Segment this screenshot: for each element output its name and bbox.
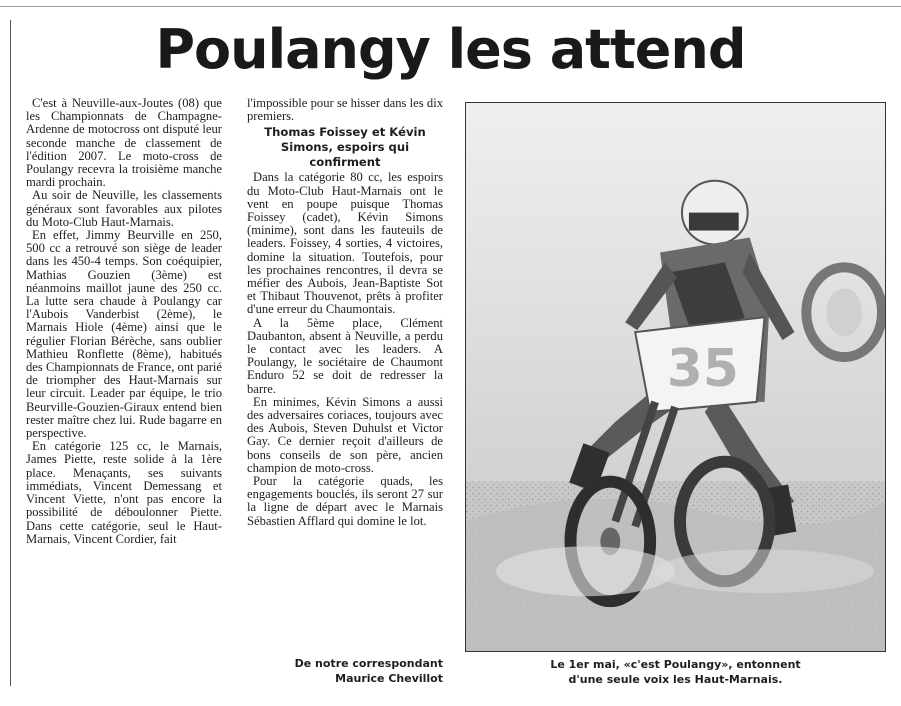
- paragraph: En minimes, Kévin Simons a aussi des adversaires coriaces, toujours avec des Aubois, Steven Duhulst et Victor Gay. Ce dernier reçoit d'ailleurs de bons conseils de son père, ancien champion de moto-cross.: [247, 394, 443, 475]
- paragraph: l'impossible pour se hisser dans les dix premiers.: [247, 97, 443, 124]
- top-rule: [0, 6, 901, 7]
- paragraph: Dans la catégorie 80 cc, les espoirs du Moto-Club Haut-Marnais ont le vent en poupe puisque Thomas Foissey (cadet), Kévin Simons (minime), sont dans les fauteuils de leaders. Foissey, 4 sorties, 4 victoires, domine la situation. Toutefois, pour les prochaines rencontres, il devra se méfier des Aubois, Jean-Baptiste Sot et Thibaut Thouvenot, prêts à profiter d'une erreur du Chaumontais.: [247, 170, 443, 317]
- article-column-1: [26, 97, 222, 687]
- paragraph: En catégorie 125 cc, le Marnais, James Piette, reste solide à la 1ère place. Menaçants, ses suivants immédiats, Vincent Demessang et Vincent Viette, n'ont pas encore la possibilité de déboulonner Piette. Dans cette catégorie, seul le Haut-Marnais, Vincent Cordier, fait: [26, 439, 222, 546]
- paragraph: A la 5ème place, Clément Daubanton, absent à Neuville, a perdu le contact avec les leaders. A Poulangy, le sociétaire de Chaumont Enduro 52 se doit de redresser la barre.: [247, 315, 443, 396]
- caption-line-2: d'une seule voix les Haut-Marnais.: [568, 673, 783, 686]
- headline: Poulangy les attend: [155, 18, 746, 81]
- paragraph: En effet, Jimmy Beurville en 250, 500 cc a retrouvé son siège de leader dans les 450-4 temps. Son coéquipier, Mathias Gouzien (3ème) est néanmoins maillot jaune des 250 cc. La lutte sera chaude à Poulangy car l'Aubois Vanderbist (2ème), le Marnais Hiole (4ème) ainsi que le régulier Florian Bérèche, sans oublier Mathieu Ronflette (8ème), habitués des Championnats de France, ont parié de triompher des Haut-Marnais sur leur circuit. Leader par équipe, le trio Beurville-Gouzien-Giraux entend bien rester maître chez lui. Rude bagarre en perspective.: [26, 228, 222, 441]
- byline-role: De notre correspondant: [294, 657, 443, 670]
- paragraph: Au soir de Neuville, les classements généraux sont favorables aux pilotes du Moto-Club Haut-Marnais.: [26, 188, 222, 229]
- subheading: Thomas Foissey et Kévin Simons, espoirs qui confirment: [264, 125, 426, 170]
- paragraph: C'est à Neuville-aux-Joutes (08) que les Championnats de Champagne-Ardenne de motocross ont disputé leur seconde manche de classement de l'édition 2007. Le moto-cross de Poulangy recevra la troisième manche mardi prochain.: [26, 97, 222, 190]
- paragraph: Pour la catégorie quads, les engagements bouclés, ils seront 27 sur la ligne de départ avec le Marnais Sébastien Afflard qui domine le lot.: [247, 474, 443, 528]
- caption-line-1: Le 1er mai, «c'est Poulangy», entonnent: [550, 658, 801, 671]
- byline-author: Maurice Chevillot: [335, 672, 443, 685]
- byline: [247, 656, 443, 686]
- photo-caption: [465, 657, 886, 687]
- motocross-rider-image: [466, 103, 885, 651]
- article-column-2: [247, 97, 443, 657]
- left-column-rule: [10, 20, 11, 686]
- motocross-photo: [465, 102, 886, 652]
- bike-number: 35: [666, 338, 739, 399]
